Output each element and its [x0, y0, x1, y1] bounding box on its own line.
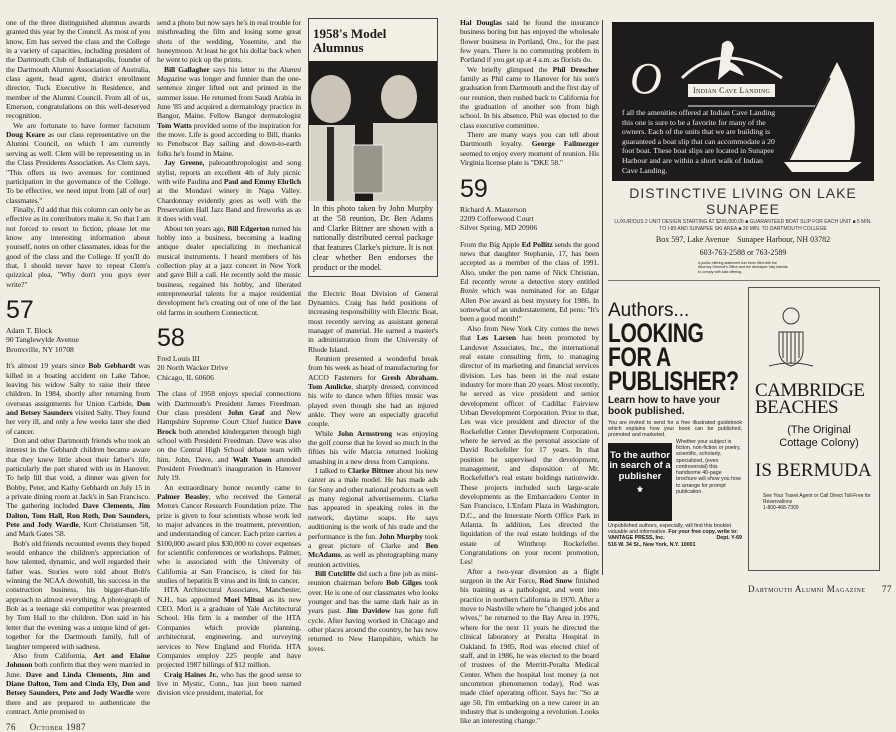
ad-headline-1: Authors...	[608, 299, 690, 321]
text-segment: From the Big Apple	[460, 239, 522, 249]
ads-stack	[608, 22, 892, 594]
text-segment: Reunion presented a wonderful break from his week as head of manufacturing for ACCO Fasteners for	[308, 353, 438, 382]
drop-cap: O	[630, 54, 662, 103]
ad-dark-panel	[612, 22, 874, 181]
text-segment: as our class representative on the Alumni Council, on which I am currently serving as well. Clem will be representing us in the Class Presidents Association. As Clem says, "This offers us two avenues for continued participation in the governance of the College. To be effective, we need input from [all of our] classmates."	[6, 130, 150, 205]
column-divider	[602, 20, 603, 575]
text-segment: Also from California,	[13, 650, 94, 660]
column-3-stack	[308, 18, 438, 653]
text-segment: took over. He is one of our classmates who looks younger and has the same dark hair as in years past.	[308, 578, 438, 616]
text-segment: While	[315, 428, 338, 438]
classmate-name: Ben McAdams	[308, 540, 438, 560]
ad-closing	[608, 521, 742, 549]
contact-phone: 1-800-468-7300	[763, 504, 799, 511]
text-segment: Finally, I'd add that this column can only be as effective as its contributors make it. So that I am not forced to resort to fiction, please let me know any interesting information about yourself, notes on other classmates, ideas for the good of the class and the College. If you'll do that, I should never have to repeat Clem's quizzical plea, "Why don't you guys ever write?"	[6, 204, 150, 289]
publisher-emblem-icon: ⚜	[636, 485, 644, 495]
text-segment: An extraordinary honor recently came to	[164, 482, 301, 492]
classmate-name: Rod Snow	[539, 576, 573, 586]
paragraph	[460, 324, 599, 567]
right-column	[460, 18, 599, 168]
ad-headline-3: FOR A	[608, 341, 671, 372]
column-2-stack	[157, 18, 301, 698]
paragraph	[6, 651, 150, 716]
classmate-name: Bob Gilges	[386, 578, 422, 588]
text-segment: was longer and funnier than the one-sentence zinger lifted out and printed in the summer issue. He returned from Saudi Arabia in June '85 and acquired a dermatology practice in Bangor, Maine. Fellow Bangor dermatologist	[157, 74, 301, 121]
address-line: Fred Louis III	[157, 354, 200, 363]
address-line: 20 North Wacker Drive	[157, 363, 229, 373]
paragraph	[157, 158, 301, 223]
contact-text: See Your Travel Agent or Call Direct Toll-Free for Reservations	[763, 492, 871, 505]
magazine-name: Dartmouth Alumni Magazine	[748, 584, 866, 594]
cta-text: For your free copy, write to:	[668, 529, 739, 536]
paragraph	[6, 205, 150, 289]
address-line: Silver Spring, MD 20906	[460, 223, 538, 233]
text-segment: was killed in a boating accident on Lake Tahoe, leaving his widow Salty to raise their three children. In 1984, shortly after returning from overseas assignments for Union Carbide,	[6, 361, 150, 408]
ad-intro: You are invited to send for a free illustrated guidebook which explains how your book can be published, promoted and marketed.	[608, 419, 742, 439]
classmate-name: Bob Gebhardt	[88, 361, 136, 371]
column-2-continued	[157, 389, 301, 697]
text-segment: did such a fine job as mini-reunion chairman before	[308, 568, 438, 588]
text-segment: sends the good news that daughter Stephanie, 17, has been accepted as a member of the class of 1991. Also, under the pen name of Nick Christian, Ed recently wrote a detective story entitled	[460, 239, 599, 287]
address-line: Richard A. Masterson	[460, 204, 527, 214]
classmate-name: Hal Douglas	[460, 18, 502, 27]
coat-of-arms-icon	[761, 302, 821, 372]
classmate-name: Paul and Emmy Ehrlich	[223, 176, 301, 186]
classmate-name: Don and Betsey Saunders	[6, 398, 150, 417]
italic-title: Alumni Magazine	[157, 64, 302, 84]
paragraph	[460, 18, 599, 65]
text-segment: one of the three distinguished alumnus awards granted this year by the Council. As most of you know, Em has served the class and the College in a variety of capacities, including president of the Dartmouth Club of Indianapolis, founder of the Dartmouth Alumni Association of Australia, class agent, head agent, district enrollment director, Tuck Executive in Residence, and member of the Alumni Council. From all of us, Emerson, congratulations on this well-deserved recognition.	[6, 18, 150, 121]
classmate-name: Craig Haines Jr.	[164, 669, 217, 679]
text-segment: finished his training as a pathologist, and went into practice in northern California in 1970. After a move to Nashville where he "changed jobs and wives," he returned to the Bay Area in 1976, where for the next 11 years he directed the clinical laboratory at Peralta Hospital in Oakland. In 1985, Rod was elected chief of staff, and in 1986, he was elected to the board of trustees of the Merritt-Peralta Medical Center. When the hospital lost money (a not uncommon phenomenon today), Rod was made chief operating officer. Says he: "So at age 50, I'm embarking on a new career in an industry that is undergoing a revolution. Looks like an interesting change."	[460, 576, 599, 726]
ad-body: f all the amenities offered at Indian Cave Landing this one is sure to be a favorite for many of the owners. Each of the units that we are building is guaranteed a boat slip that can accommodate a 20 foot boat. These boat slips are located in Sunapee Harbour and are within a short walk of Indian Cave Landing.	[622, 108, 776, 175]
text-segment: After a two-year diversion as a flight surgeon in the Air Force,	[460, 566, 599, 586]
classmate-name: Tom Watts	[157, 120, 192, 130]
column-2	[157, 18, 301, 317]
text-segment: attended President Freedman's inauguration in Hanover July 19.	[157, 454, 301, 483]
ad-subheadline: Learn how to have your book published.	[608, 394, 721, 417]
text-segment: says his letter to the	[209, 64, 280, 74]
text-segment: was enjoying the golf course that he loved so much in the fifties his wife Marcia returned looking smashing in a new dress from Campions.	[308, 428, 438, 466]
sidebar-title: 1958's Model Alumnus	[313, 26, 387, 55]
text-segment: said he found the insurance business boring but has enjoyed the wholesale flower business in Portland, Ore., for the past few years. There is no commuting problem in Portland if you get up at 4 a.m. as florists do.	[460, 18, 599, 65]
ad-headline-4: PUBLISHER?	[608, 365, 739, 396]
paragraph	[308, 569, 438, 653]
text-segment: , Kurt Christiansen '58, and Mark Gates '58.	[6, 520, 150, 539]
classmate-name: Dave Clements, Jim Dalton, Tom Hall, Ron Roth, Don Saunders, Pete and Jody Wardle	[6, 501, 150, 530]
paragraph	[157, 389, 301, 482]
ad-disclaimer: A public offering statement has been filed with the Attorney General's Office and the developer fully intends to comply with said offering.	[698, 261, 788, 274]
ad-headline-2: LOOKING	[608, 317, 704, 348]
paragraph	[157, 670, 301, 698]
text-segment: and New Hampshire Supreme Court Chief Justice	[157, 407, 301, 427]
text-segment: , as well as photographing many reunion activities.	[308, 550, 438, 569]
page-number: 76	[6, 722, 16, 732]
ad-address: Box 597, Lake Avenue Sunapee Harbour, NH 03782	[655, 235, 831, 245]
classmate-name: Walt Yusen	[232, 454, 272, 464]
ad-tagline: DISTINCTIVE LIVING ON LAKE SUNAPEE	[629, 185, 857, 218]
reunion-photo	[309, 61, 437, 201]
paragraph	[6, 361, 150, 436]
classmate-name: Jim Davidow	[346, 606, 391, 616]
text-segment: visited Salty. They found her very ill, and only a few weeks later she died of cancer.	[6, 407, 150, 436]
paragraph	[308, 466, 438, 569]
text-segment: both confirm that they were married in June.	[6, 660, 150, 679]
resort-contact	[763, 493, 873, 511]
text-segment: , who has the good sense to live in Mystic, Conn., has just been named division vice president, material, for	[157, 669, 301, 698]
ad-side-text: Whether your subject is fiction, non-fiction or poetry, scientific, scholarly, specialized, (even controversial) this handsome 40-page brochure will show you how to arrange for prompt publication.	[676, 438, 741, 496]
text-segment: were there and are prepared to authenticate the contract. Artie promised to	[6, 688, 150, 716]
classmate-name: Bill Cutcliffe	[315, 568, 356, 578]
class-secretary-address-58	[157, 354, 301, 382]
paragraph	[460, 65, 599, 130]
text-segment: the Electric Boat Division of General Dynamics. Craig has held positions of increasing responsibility with Electric Boat, most recently serving as assistant general manager of material. He earned a master's in administration from the University of Rhode Island.	[308, 288, 438, 354]
closing-text: Unpublished authors, especially, will find this booklet valuable and informative.	[608, 522, 731, 536]
paragraph	[6, 539, 150, 651]
left-page-footer	[6, 716, 150, 732]
right-column-stack	[460, 18, 599, 726]
address-line: 90 Tanglewylde Avenue	[6, 335, 79, 345]
ad-features: LUXURIOUS 2 UNIT DESIGN STARTING AT $265,000.00 ■ GUARANTEED BOAT SLIP FOR EACH UNIT ■ 5 MIN. TO I-89 AND SUNAPEE SKI AREA ■ 30 MIN. TO DARTMOUTH COLLEGE	[614, 219, 872, 232]
text-segment: Bob's old friends recounted events they hoped would enhance the children's appreciation of how talented, dynamic, and well regarded their father was. Stories were told about Bob's winning the NCAA downhill, his success in the construction business, his bigger-than-life approach to almost everything. A photograph of Bob as a teenage ski competitor was presented by Tom Hall to the children. Don said in his letter that the evening was a unique kind of get-together for the Dartmouth family, full of laughter tempered with sadness.	[6, 538, 150, 651]
classmate-name: John Graf	[227, 407, 265, 417]
text-segment: I talked to	[315, 466, 348, 476]
text-segment: Don and other Dartmouth friends who took an interest in the Gebhardt children became aware that they knew little about their father's life, particularly the part shared with us in Hanover. To help fill that void, a dinner was given for Bobby, Peter, and Kathy Gebhardt on July 15 in a private dining room at Jack's in San Francisco. The gathering included	[6, 435, 150, 511]
column-1-continued	[6, 361, 150, 716]
text-segment: has been promoted by Landover Associates, Inc., the international real estate consulting firm, to managing director of its marketing and financial services division. Les has been in the real estate industry for more than 20 years. Most recently, he served as vice president and senior development officer of Cadillac Fairview Urban Development Corporation. Prior to that, Les was vice president and director of the Rockefeller Center Development Corporation, where he served as the personal associate of David Rockefeller for 17 years. In that position he supervised the development, management, and disposition of Mr. Rockefeller's real estate holdings nationwide. These projects included such large-scale developments as the Embarcadero Center in San Francisco, L'Enfant Plaza in Washington, D.C., and the Interstate North Office Park in Atlanta. In addition, Les directed the liquidation of the real estate holdings of the estate of Winthrop Rockefeller. Congratulations on your recent promotion, Les!	[460, 333, 599, 567]
column-1	[6, 18, 150, 289]
classmate-name: Dave Brock	[157, 417, 301, 436]
text-segment: seemed to enjoy every moment of reunion. His Virginia license plate is "DKE 58."	[460, 148, 599, 168]
classmate-name: Doug Keare	[6, 130, 45, 140]
text-segment: send a photo but now says he's in real trouble for misthreading the film and losing some great shots of the wedding, Yosemite, and the honeymoon. At least he got his dollar back when he went to pick up the prints.	[157, 18, 301, 65]
class-secretary-address-59	[460, 205, 599, 233]
class-heading-58: 58	[157, 324, 185, 352]
address-line: Bronxville, NY 10708	[6, 344, 74, 354]
paragraph	[460, 567, 599, 726]
column-3	[308, 289, 438, 653]
classmate-name: Art and Elaine Johnson	[6, 650, 150, 670]
paragraph	[157, 65, 301, 158]
text-segment: which was nominated for an Edgar Allen Poe award as best mystery for 1986. In somewhat of an understatement, Ed pens: "It's been a good month!"	[460, 286, 599, 324]
brochure-image	[608, 443, 672, 521]
classmate-name: Bill Gallagher	[164, 64, 210, 74]
paragraph	[157, 483, 301, 586]
photo-caption: In this photo taken by John Murphy at the '58 reunion, Dr. Ben Adams and Clarke Bittner are shown with a nationally distributed cereal package that features Clarke's picture. It is not clear whether Ben endorses the product or the model.	[313, 204, 433, 272]
paragraph	[308, 289, 438, 354]
paragraph	[157, 18, 301, 65]
text-segment: paleoanthropologist and song stylist, reports an excellent 4th of July picnic with wife Paulina and	[157, 158, 302, 186]
class-heading-57: 57	[6, 295, 34, 324]
text-segment: about his new career as a male model. He has made ads for Sony and other national products as well as many regional advertisements. Clarke has appeared in speaking roles in the network, daytime soaps. He says auditioning is the work of his trade and the performance is the fun.	[308, 466, 438, 541]
column-1-stack	[6, 18, 150, 732]
classmate-name: Palmer Beasley	[157, 492, 209, 501]
paragraph	[308, 354, 438, 429]
text-segment: We briefly glimpsed the	[467, 64, 553, 74]
text-segment: took a great picture of Clarke and	[308, 531, 438, 550]
photo-sidebar	[308, 18, 438, 277]
text-segment: as its new CEO. Mori is a graduate of Yale Architectural School. His firm is a member of the HTA Companies which provide planning, architectural, engineering, and surveying services to New England and Florida. HTA Companies employ 225 people and have projected 1987 billings of $12 million.	[157, 594, 301, 670]
photo-illustration	[309, 61, 437, 201]
text-segment: About ten years ago,	[164, 223, 228, 233]
classmate-name: Clarke Bittner	[347, 466, 395, 476]
text-segment: HTA Architectural Associates, Manchester, N.H., has appointed	[157, 585, 301, 604]
dept-code: Dept. Y-69	[716, 535, 742, 542]
classmate-name: John Armstrong	[337, 428, 392, 438]
text-segment: , who received the General Motors Cancer Research Foundation prize. The prize is given to four scientists whose work led to major advances in the treatment, prevention, and understanding of cancer. Each prize carries a $100,000 award plus $30,000 to cover expenses for scientific conferences or workshops. Palmer, who is associated with the University of California at San Francisco, is cited for his studies of hepatitis B virus and its link to cancer.	[157, 492, 301, 586]
vantage-press-ad	[608, 301, 742, 549]
text-segment: The class of 1958 enjoys special connections with Dartmouth's President James Freedman. Our class president	[157, 389, 301, 417]
ad-phone: 603-763-2588 or 763-2589	[699, 248, 787, 258]
classmate-name: Dave and Linda Clements, Jim and Diane Dalton, Tom and Cinda Ely, Don and Betsey Saunders, Pete and Jody Wardle	[6, 669, 150, 698]
text-segment: family as Phil came to Hanover for his son's graduation from Dartmouth and the first day of our reunion, then rushed back to California for the graduation of another son from high school. In his absence, Phil was elected to the class executive committee.	[460, 74, 599, 130]
text-segment: has gone full cycle. After having worked in Chicago and other places around the country, he has now returned to New Hampshire, which he loves.	[308, 606, 438, 653]
text-segment: at the Mondavi winery in Napa Valley. Chardonnay evidently goes as well with the Preservation Hall Jazz Band and fireworks as as it does with veal.	[157, 186, 301, 224]
class-secretary-address-57	[6, 326, 150, 354]
address-line: 2209 Coffeewood Court	[460, 213, 534, 223]
classmate-name: Les Larsen	[476, 333, 517, 343]
indian-cave-logo: Indian Cave Landing	[688, 84, 775, 97]
text-segment: We are fortunate to have former factotum	[13, 120, 150, 130]
address-line: Chicago, IL 60606	[157, 372, 214, 382]
company-name: VANTAGE PRESS, Inc.	[608, 535, 665, 542]
classmate-name: Mori Mitsui	[223, 594, 265, 604]
resort-name: CAMBRIDGE BEACHES	[755, 379, 865, 418]
indian-cave-landing-ad	[612, 22, 874, 274]
text-segment: turned his hobby into a business, becoming a leading antique dealer specializing in mechanical musical instruments. I heard members of his collection play at a jazz concert in New York and gave Bill a call. He recently sold the music business, regained his hobby, and liberated entrepreneurial talents for a major residential development he's creating out of one of the last old farms in southern Connecticut.	[157, 223, 301, 317]
right-page-footer	[608, 578, 892, 594]
classmate-name: Jay Greene,	[164, 158, 205, 168]
paragraph	[6, 18, 150, 121]
classmate-name: Ed Pollitz	[521, 239, 553, 249]
paragraph	[308, 429, 438, 466]
paragraph	[157, 585, 301, 669]
lower-ads-row	[608, 301, 880, 571]
text-segment: provided some of the inspiration for the move. Life is good according to Bill, thanks to Penobscot Bay sailing and down-to-earth folks he's found in Maine.	[157, 120, 301, 158]
right-column-continued	[460, 240, 599, 726]
text-segment: There are many ways you can tell about Dartmouth loyalty.	[460, 130, 599, 149]
paragraph	[460, 240, 599, 324]
brochure-title: To the author in search of a publisher	[609, 449, 671, 482]
address-line: Adam T. Block	[6, 325, 53, 335]
ad-divider	[608, 280, 880, 281]
page-number: 77	[881, 584, 892, 594]
text-segment: , sharply dressed, convinced his wife to dance when fifties music was played even though she had an injured ankle. They were an especially graceful couple.	[308, 382, 438, 429]
classmate-name: George Failmezger	[531, 139, 599, 149]
text-segment: Also from New York City comes the news that	[460, 323, 599, 343]
text-segment: It's almost 19 years since	[6, 361, 89, 371]
resort-tagline: IS BERMUDA	[755, 459, 872, 481]
issue-date: October 1987	[29, 722, 87, 732]
paragraph	[157, 224, 301, 317]
company-address: 516 W. 34 St., New York, N.Y. 10001	[608, 541, 696, 548]
classmate-name: John Murphy	[378, 531, 423, 541]
classmate-name: Gresh Abraham. Tom Amlicke	[308, 372, 438, 392]
classmate-name: Bill Edgerton	[227, 223, 270, 233]
resort-subtitle: (The Original Cottage Colony)	[779, 423, 859, 449]
cambridge-beaches-ad	[748, 287, 880, 571]
paragraph	[6, 121, 150, 205]
paragraph	[6, 436, 150, 539]
paragraph	[460, 130, 599, 167]
class-heading-59: 59	[460, 174, 488, 203]
text-segment: both attended kindergarten through high school with President Freedman. Dave was also on the Central High School debate team with him. John, Dave, and	[157, 426, 301, 464]
classmate-name: Phil Drescher	[552, 64, 600, 74]
italic-title: Ronin	[460, 286, 478, 296]
